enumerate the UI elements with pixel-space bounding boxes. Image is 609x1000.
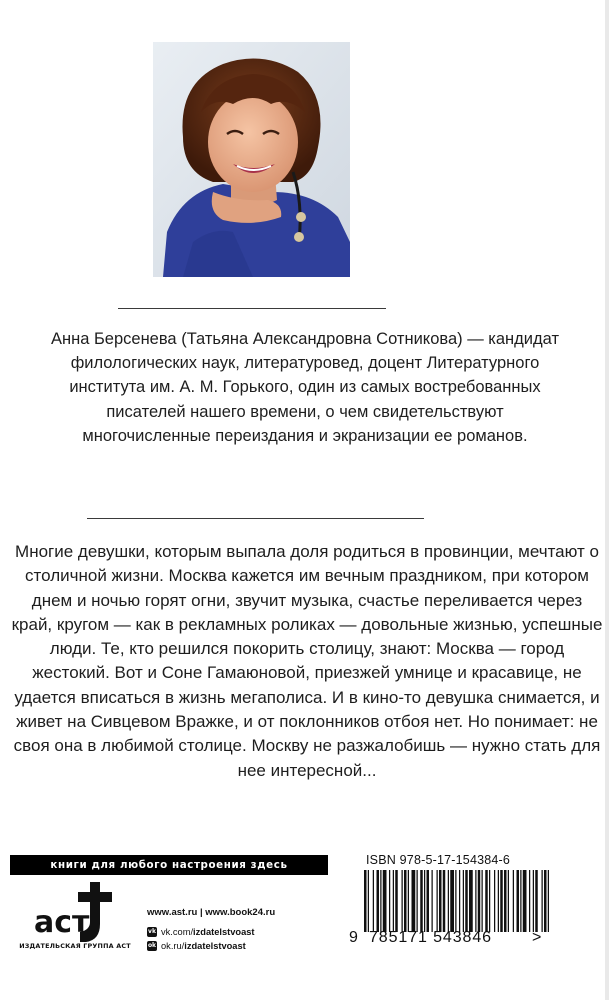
author-bio: Анна Берсенева (Татьяна Александровна Сотникова) — кандидат филологических наук, литературовед, доцент Литературного института им. А. М. Горького, один из самых востребованных писателей нашего времени, о чем свидетельствуют многочисленные переиздания и экранизации ее романов. xyxy=(50,330,560,445)
barcode-trail-mark: > xyxy=(532,929,542,946)
ok-prefix: ok.ru/ xyxy=(161,941,185,951)
barcode-bar xyxy=(364,870,367,932)
ok-link[interactable] xyxy=(147,941,246,951)
barcode-bar xyxy=(432,870,433,932)
barcode-bar xyxy=(437,870,438,932)
barcode-bar xyxy=(389,870,390,932)
barcode-bar xyxy=(393,870,394,932)
barcode-bar xyxy=(395,870,398,932)
barcode-bar xyxy=(402,870,403,932)
barcode-bar xyxy=(417,870,418,932)
barcode-bar xyxy=(412,870,416,932)
barcode-lead-digit: 9 xyxy=(349,929,358,946)
barcode-bar xyxy=(404,870,407,932)
barcode-bar xyxy=(469,870,473,932)
divider-middle xyxy=(87,518,424,519)
barcode-bar xyxy=(380,870,381,932)
barcode-bar xyxy=(520,870,521,932)
vk-prefix: vk.com/ xyxy=(161,927,194,937)
author-photo xyxy=(153,42,350,277)
barcode-bar xyxy=(544,870,547,932)
barcode-bar xyxy=(485,870,488,932)
barcode-bar xyxy=(500,870,503,932)
barcode-bar xyxy=(439,870,442,932)
barcode-bar xyxy=(498,870,499,932)
isbn-label: ISBN 978-5-17-154384-6 xyxy=(366,853,511,867)
vk-handle: izdatelstvoast xyxy=(193,927,255,937)
barcode-bar xyxy=(443,870,446,932)
barcode-bar xyxy=(494,870,495,932)
barcode-bar xyxy=(508,870,509,932)
barcode-bar xyxy=(489,870,490,932)
barcode-bar xyxy=(459,870,460,932)
barcode-bar xyxy=(517,870,520,932)
barcode-bar xyxy=(548,870,549,932)
barcode-bar xyxy=(535,870,538,932)
barcode-bar xyxy=(533,870,534,932)
tagline-banner: книги для любого настроения здесь xyxy=(10,855,328,875)
publisher-name: ИЗДАТЕЛЬСКАЯ ГРУППА АСТ xyxy=(19,942,131,950)
barcode-bar xyxy=(408,870,409,932)
barcode-bar xyxy=(542,870,543,932)
barcode-bar xyxy=(478,870,481,932)
vk-icon: vk xyxy=(148,928,156,935)
publisher-websites[interactable]: www.ast.ru | www.book24.ru xyxy=(147,907,276,918)
barcode-bar xyxy=(383,870,387,932)
divider-top xyxy=(118,308,386,309)
logo-text: аст xyxy=(34,905,90,940)
barcode-bar xyxy=(377,870,380,932)
barcode-bar xyxy=(475,870,476,932)
barcode-bar xyxy=(465,870,468,932)
ast-logo-icon xyxy=(24,880,134,950)
barcode-bar xyxy=(373,870,374,932)
barcode-digits: 785171 543846 xyxy=(369,929,492,946)
barcode-bar xyxy=(504,870,507,932)
barcode-bar xyxy=(482,870,483,932)
vk-link[interactable] xyxy=(147,927,255,937)
barcode-bar xyxy=(427,870,430,932)
barcode-bar xyxy=(368,870,369,932)
barcode-bar xyxy=(455,870,456,932)
ok-handle: izdatelstvoast xyxy=(184,941,246,951)
barcode-bar xyxy=(448,870,449,932)
barcode-bar xyxy=(424,870,425,932)
page-edge xyxy=(605,0,609,1000)
odnoklassniki-icon: ok xyxy=(147,942,157,949)
barcode-bar xyxy=(529,870,530,932)
barcode-bar xyxy=(450,870,454,932)
barcode-bar xyxy=(420,870,423,932)
barcode-bar xyxy=(513,870,514,932)
book-blurb: Многие девушки, которым выпала доля родиться в провинции, мечтают о столичной жизни. Москва кажется им вечным праздником, при котором днем и ночью горят огни, звучит музыка, счастье переливается через край, кругом — как в рекламных роликах — довольные жизнью, успешные люди. Те, кто решился покорить столицу, знают: Москва — город жестокий. Вот и Соне Гамаюновой, приезжей умнице и красавице, не удается вписаться в жизнь мегаполиса. И в кино-то девушка снимается, и живет на Сивцевом Вражке, и от поклонников отбоя нет. Но понимает: не своя она в любимой столице. Москву не разжалобишь — нужно стать для нее интересной... xyxy=(11,542,603,780)
barcode-bar xyxy=(523,870,527,932)
barcode-bar xyxy=(463,870,464,932)
